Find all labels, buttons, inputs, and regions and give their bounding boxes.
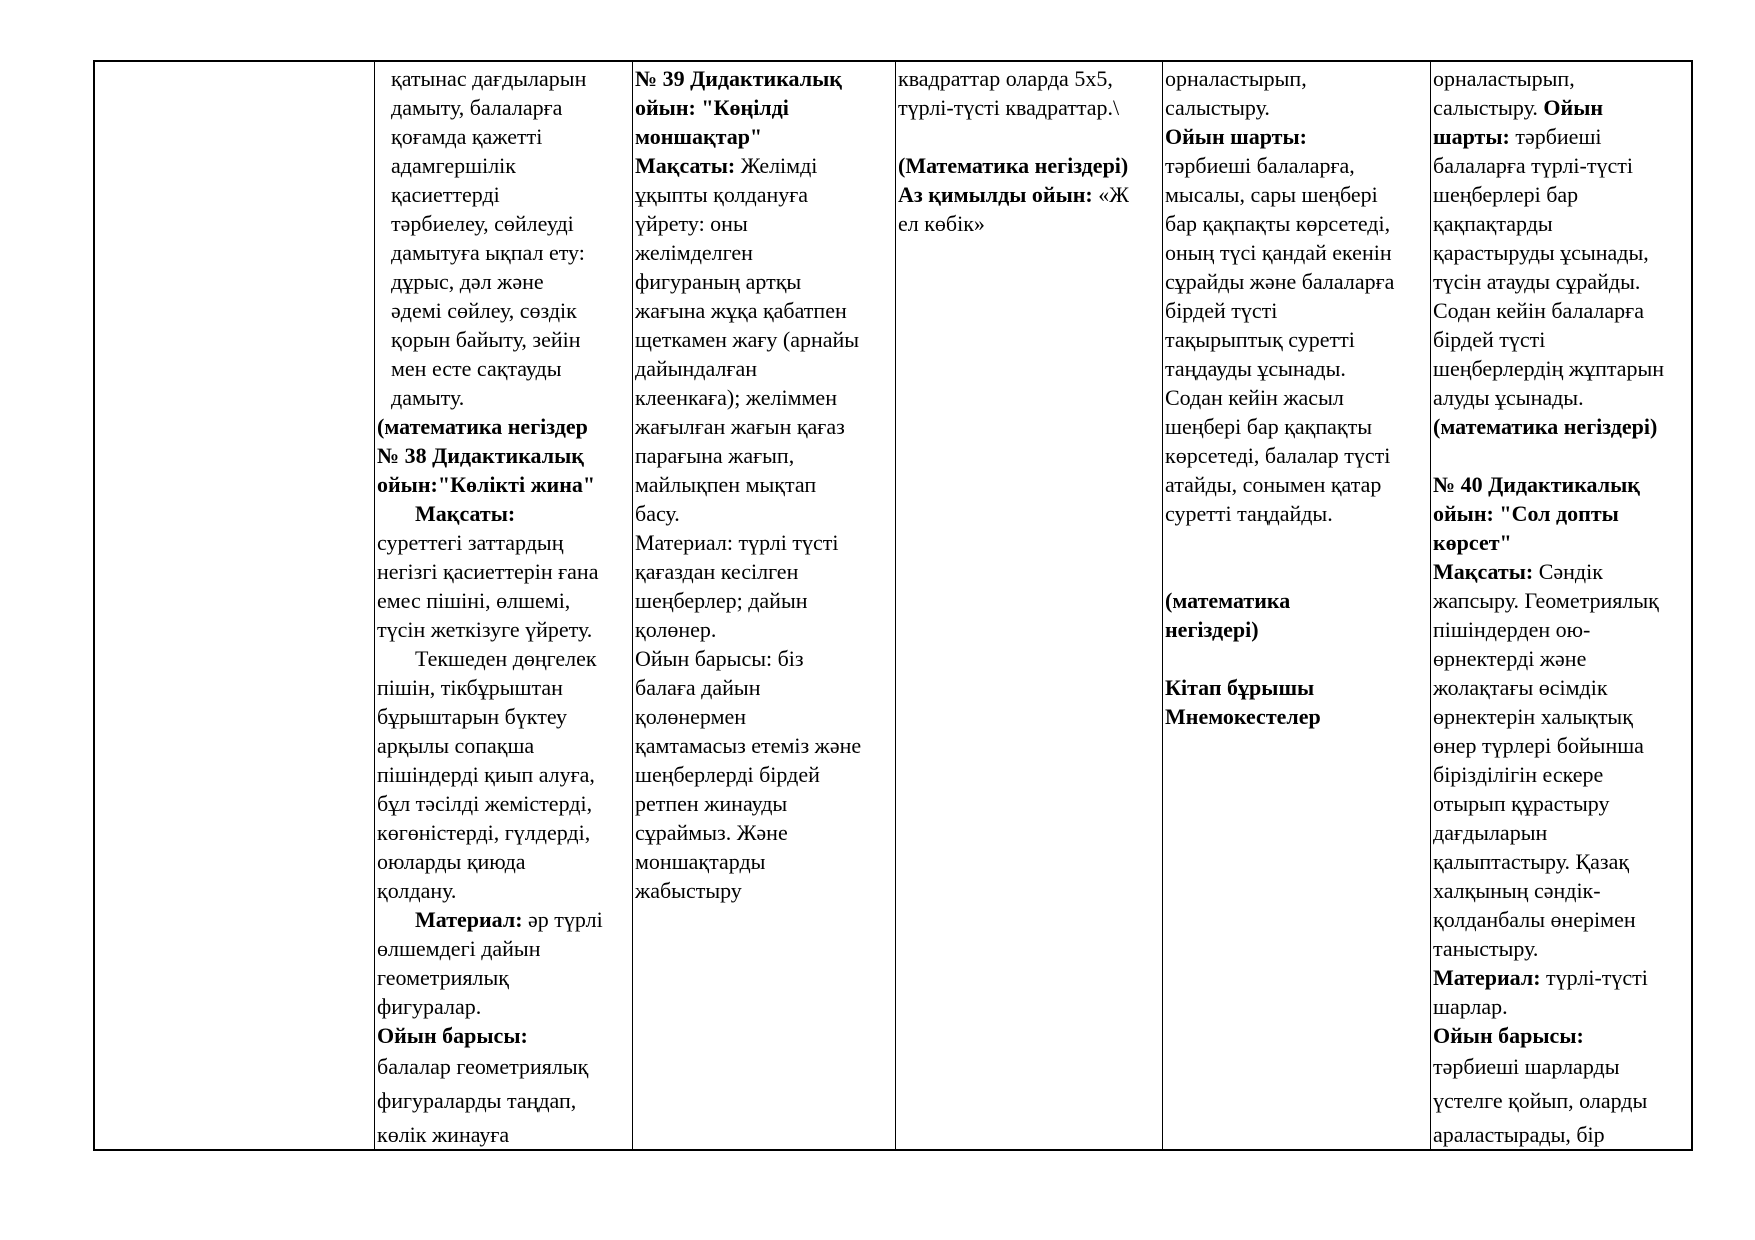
text-line [377,441,631,470]
text-line [377,905,631,934]
text-run: (математика негіздері) [1433,414,1658,439]
text-line [1433,1050,1692,1084]
text-line [1165,296,1429,325]
text-line [635,180,894,209]
text-run: Кітап бұрышы [1165,675,1315,700]
text-run: балаға дайын [635,675,761,700]
text-run: моншақтар" [635,124,763,149]
text-run: көрсетеді, балалар түсті [1165,443,1391,468]
text-line [1433,325,1692,354]
text-run: (Математика негіздері) [898,153,1129,178]
text-line [898,64,1161,93]
table-column-4 [895,62,1162,1149]
text-run: суреттегі заттардың [377,530,564,555]
text-run: дұрыс, дәл және [391,269,544,294]
text-line [1433,180,1692,209]
text-run: Сәндік [1533,559,1603,584]
text-run: Ойын шарты: [1165,124,1307,149]
text-run: жабыстыру [635,878,742,903]
text-line [377,789,631,818]
text-line [635,412,894,441]
text-run: қағаздан кесілген [635,559,799,584]
text-line [377,238,631,267]
text-line [1433,1021,1692,1050]
text-run: түсін жеткізуге үйрету. [377,617,593,642]
text-line [1433,876,1692,905]
text-line [635,209,894,238]
text-line [1165,412,1429,441]
text-line [377,180,631,209]
text-run: салыстыру. [1433,95,1544,120]
text-line [635,151,894,180]
text-line [1165,499,1429,528]
text-line [1433,992,1692,1021]
text-run: орналастырып, [1165,66,1307,91]
text-run: квадраттар оларда 5х5, [898,66,1113,91]
text-line [1165,93,1429,122]
text-run: пішін, тікбұрыштан [377,675,563,700]
text-run: дамыту. [391,385,465,410]
text-line [377,586,631,615]
text-run: фигураларды таңдап, [377,1088,577,1113]
text-line [377,731,631,760]
text-line [377,1050,631,1084]
text-line [1165,441,1429,470]
text-line [377,963,631,992]
text-line [1165,238,1429,267]
text-run: фигураның артқы [635,269,802,294]
text-run: салыстыру. [1165,95,1270,120]
text-run: шеңберлердің жұптарын [1433,356,1665,381]
text-run: дамытуға ықпал ету: [391,240,585,265]
text-run: бірдей түсті [1165,298,1278,323]
text-run: түсін атауды сұрайды. [1433,269,1641,294]
text-run: клеенкаға); желіммен [635,385,837,410]
plan-table [93,60,1693,1151]
text-run: жағына жұқа қабатпен [635,298,847,323]
text-line [377,644,631,673]
text-line [1433,789,1692,818]
text-line [1433,905,1692,934]
text-line [377,673,631,702]
text-run: шарлар. [1433,994,1508,1019]
text-run: қолөнер. [635,617,717,642]
text-run: басу. [635,501,680,526]
text-run: жағылған жағын қағаз [635,414,845,439]
text-line [635,238,894,267]
text-run: орналастырып, [1433,66,1575,91]
table-column-2 [374,62,632,1149]
text-line [898,180,1161,209]
text-line [1433,209,1692,238]
text-run: шеңбері бар қақпақты [1165,414,1372,439]
text-line [898,151,1161,180]
text-line [1433,470,1692,499]
text-line [1433,238,1692,267]
text-line [635,673,894,702]
text-line [1165,615,1429,644]
text-run: бұл тәсілді жемістерді, [377,791,593,816]
text-run: № 38 Дидактикалық [377,443,584,468]
text-run: (математика негіздер [377,414,588,439]
text-line [377,412,631,441]
text-run: тақырыптық суретті [1165,327,1355,352]
text-run: суретті таңдайды. [1165,501,1333,526]
text-run: қолөнермен [635,704,747,729]
text-run: Мақсаты: [635,153,736,178]
text-run: жапсыру. Геометриялық [1433,588,1659,613]
text-run: Аз қимылды ойын: [898,182,1093,207]
text-line [1433,354,1692,383]
text-run: шеңберлерді бірдей [635,762,820,787]
text-line [898,93,1161,122]
text-run: атайды, сонымен қатар [1165,472,1382,497]
text-run: парағына жағып, [635,443,795,468]
text-line [635,818,894,847]
text-line [635,644,894,673]
text-run: қолданбалы өнерімен [1433,907,1636,932]
text-run: Желімді [735,153,818,178]
text-run: «Ж [1092,182,1129,207]
text-line [1433,644,1692,673]
text-run: желімделген [635,240,753,265]
text-line [377,383,631,412]
text-run: щеткамен жағу (арнайы [635,327,860,352]
text-run: қалыптастыру. Қазақ [1433,849,1630,874]
cell-text [1431,62,1693,1149]
text-line [1433,702,1692,731]
text-line [1165,122,1429,151]
text-line [635,789,894,818]
text-line [1433,499,1692,528]
blank-line [1433,441,1692,470]
table-column-3 [632,62,895,1149]
text-line [1433,963,1692,992]
text-line [1433,267,1692,296]
text-line [377,876,631,905]
text-line [635,499,894,528]
text-line [377,702,631,731]
text-run: майлықпен мықтап [635,472,817,497]
text-run: түрлі-түсті квадраттар.\ [898,95,1120,120]
text-line [635,296,894,325]
text-line [377,528,631,557]
text-line [377,557,631,586]
text-line [1433,847,1692,876]
text-run: өрнектерін халықтық [1433,704,1633,729]
blank-line [1165,528,1429,586]
text-run: әр түрлі [522,907,603,932]
text-run: алуды ұсынады. [1433,385,1584,410]
text-run: қарастыруды ұсынады, [1433,240,1649,265]
text-line [377,499,631,528]
text-run: мысалы, сары шеңбері [1165,182,1378,207]
table-column-5 [1162,62,1430,1149]
text-line [377,296,631,325]
text-run: Материал: [415,907,523,932]
text-run: тәрбиеші [1509,124,1602,149]
text-line [1433,528,1692,557]
text-line [635,325,894,354]
text-run: өрнектерді және [1433,646,1587,671]
text-run: № 39 Дидактикалық [635,66,842,91]
text-line [635,441,894,470]
text-line [1165,673,1429,702]
text-line [635,122,894,151]
text-run: балаларға түрлі-түсті [1433,153,1633,178]
cell-text [633,62,895,905]
text-run: моншақтарды [635,849,766,874]
text-run: сұраймыз. Және [635,820,788,845]
text-line [635,383,894,412]
text-line [1165,64,1429,93]
text-run: қақпақтарды [1433,211,1553,236]
text-line [1165,267,1429,296]
text-run: Текшеден дөңгелек [415,646,597,671]
text-run: шеңберлері бар [1433,182,1579,207]
text-line [1433,673,1692,702]
text-line [377,992,631,1021]
text-line [1165,209,1429,238]
text-run: үстелге қойып, оларды [1433,1088,1648,1113]
text-line [635,557,894,586]
text-run: емес пішіні, өлшемі, [377,588,571,613]
text-run: фигуралар. [377,994,482,1019]
text-run: көгөністерді, гүлдерді, [377,820,591,845]
text-run: көрсет" [1433,530,1512,555]
text-run: өнер түрлері бойынша [1433,733,1644,758]
text-run: отырып құрастыру [1433,791,1610,816]
text-run: арқылы сопақша [377,733,535,758]
text-line [635,876,894,905]
text-line [635,760,894,789]
text-line [1433,296,1692,325]
text-line [635,702,894,731]
text-line [1433,64,1692,93]
text-run: адамгершілік [391,153,516,178]
text-run: қатынас дағдыларын [391,66,587,91]
text-run: № 40 Дидактикалық [1433,472,1640,497]
text-run: шеңберлер; дайын [635,588,808,613]
text-run: ойын: "Көңілді [635,95,789,120]
text-line [635,470,894,499]
text-run: қамтамасыз етеміз және [635,733,862,758]
text-run: Мнемокестелер [1165,704,1321,729]
text-line [1165,470,1429,499]
text-line [1433,934,1692,963]
text-line [1433,93,1692,122]
text-run: бұрыштарын бүктеу [377,704,568,729]
text-run: Мақсаты: [415,501,516,526]
text-line [377,151,631,180]
text-run: таңдауды ұсынады. [1165,356,1346,381]
text-run: Содан кейін жасыл [1165,385,1344,410]
text-run: әдемі сөйлеу, сөздік [391,298,577,323]
text-line [898,209,1161,238]
text-line [377,209,631,238]
text-run: Материал: түрлі түсті [635,530,839,555]
text-line [635,354,894,383]
text-run: көлік жинауға [377,1122,510,1147]
text-run: Содан кейін балаларға [1433,298,1644,323]
text-line [1433,731,1692,760]
text-run: дағдыларын [1433,820,1548,845]
text-line [1433,557,1692,586]
text-line [377,64,631,93]
text-line [1433,1118,1692,1149]
text-run: қорын байыту, зейін [391,327,581,352]
text-run: қасиеттерді [391,182,500,207]
text-line [377,354,631,383]
text-run: негізгі қасиеттерін ғана [377,559,599,584]
text-line [377,325,631,354]
text-line [1433,122,1692,151]
cell-text [1163,62,1430,731]
text-line [635,615,894,644]
text-line [377,934,631,963]
text-run: оюларды қиюда [377,849,526,874]
text-run: шарты: [1433,124,1510,149]
blank-line [1165,644,1429,673]
text-line [1165,702,1429,731]
text-run: балалар геометриялық [377,1054,589,1079]
text-run: пішіндерден ою- [1433,617,1591,642]
text-line [635,267,894,296]
text-line [1165,325,1429,354]
text-line [635,93,894,122]
text-run: ел көбік» [898,211,985,236]
text-run: өлшемдегі дайын [377,936,541,961]
text-line [377,760,631,789]
text-run: геометриялық [377,965,509,990]
text-run: пішіндерді қиып алуға, [377,762,595,787]
text-run: тәрбиелеу, сөйлеуді [391,211,574,236]
text-run: Материал: [1433,965,1541,990]
text-line [1165,180,1429,209]
text-line [635,64,894,93]
text-run: бар қақпақты көрсетеді, [1165,211,1391,236]
text-run: мен есте сақтауды [391,356,562,381]
text-run: ретпен жинауды [635,791,788,816]
text-run: қолдану. [377,878,457,903]
text-line [1165,354,1429,383]
text-run: түрлі-түсті [1540,965,1648,990]
text-line [635,586,894,615]
cell-text [375,62,632,1149]
text-line [377,470,631,499]
text-run: бірізділігін ескере [1433,762,1604,787]
text-run: үйрету: оны [635,211,748,236]
text-run: ұқыпты қолдануға [635,182,809,207]
text-run: тәрбиеші балаларға, [1165,153,1355,178]
table-column-6 [1430,62,1693,1149]
text-line [377,93,631,122]
text-line [1433,760,1692,789]
text-run: Ойын барысы: [1433,1023,1584,1048]
text-line [1433,383,1692,412]
text-line [377,818,631,847]
text-run: негіздері) [1165,617,1259,642]
text-line [1433,151,1692,180]
text-line [1433,1084,1692,1118]
text-run: араластырады, бір [1433,1122,1605,1147]
text-line [377,615,631,644]
table-column-1 [95,62,374,1149]
text-line [1433,412,1692,441]
text-run: сұрайды және балаларға [1165,269,1395,294]
text-line [1433,818,1692,847]
text-run: Мақсаты: [1433,559,1534,584]
text-run: халқының сәндік- [1433,878,1601,903]
text-run: Ойын барысы: [377,1023,528,1048]
text-line [1165,151,1429,180]
text-line [377,1021,631,1050]
text-run: Ойын [1543,95,1604,120]
text-run: тәрбиеші шарларды [1433,1054,1620,1079]
text-run: (математика [1165,588,1291,613]
text-line [1433,615,1692,644]
text-line [635,528,894,557]
text-run: Ойын барысы: біз [635,646,804,671]
text-run: оның түсі қандай екенін [1165,240,1392,265]
blank-line [898,122,1161,151]
text-line [635,847,894,876]
text-run: жолақтағы өсімдік [1433,675,1608,700]
text-run: таныстыру. [1433,936,1539,961]
text-line [377,267,631,296]
text-line [377,1118,631,1149]
text-line [635,731,894,760]
text-line [1165,586,1429,615]
text-run: қоғамда қажетті [391,124,543,149]
text-line [1165,383,1429,412]
text-line [1433,586,1692,615]
text-line [377,847,631,876]
text-run: ойын:"Көлікті жина" [377,472,596,497]
text-run: дайындалған [635,356,757,381]
text-line [377,122,631,151]
text-run: бірдей түсті [1433,327,1546,352]
text-run: ойын: "Сол допты [1433,501,1619,526]
cell-text [896,62,1162,238]
text-run: дамыту, балаларға [391,95,563,120]
text-line [377,1084,631,1118]
